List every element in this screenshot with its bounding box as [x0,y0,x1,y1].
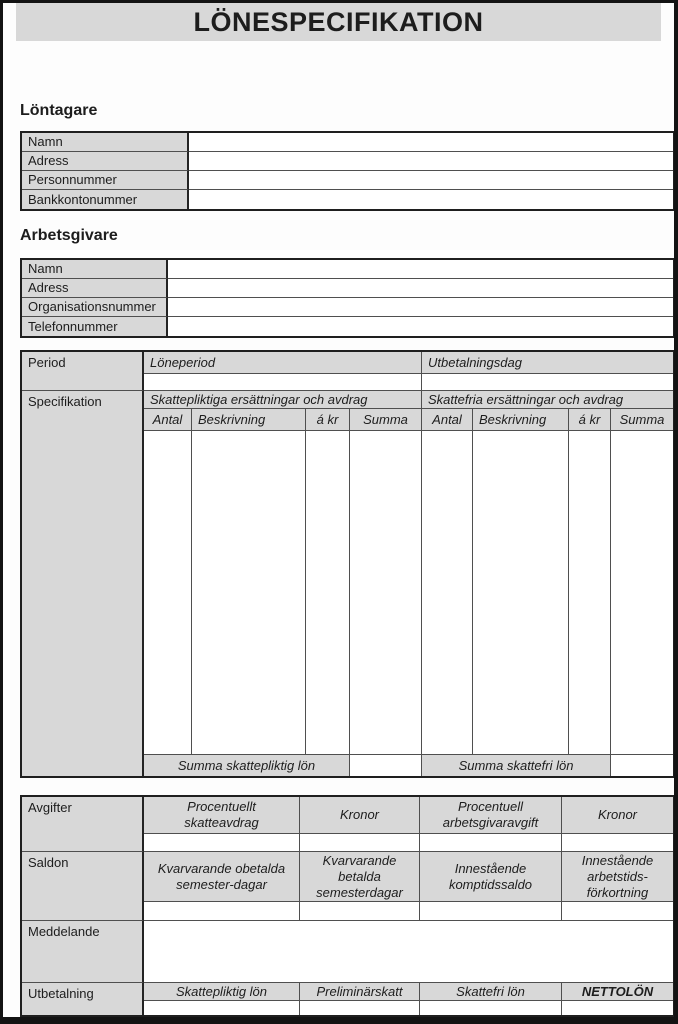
taxfree-summa-column[interactable] [611,431,673,755]
pay-period-field[interactable] [144,374,422,391]
taxfree-antal-column[interactable] [422,431,473,755]
col-header-summa: Summa [611,409,673,431]
worktime-reduction-header: Innestående arbetstids-förkortning [562,852,673,902]
employee-section-heading: Löntagare [20,102,98,119]
col-header-antal: Antal [144,409,192,431]
employer-org-number-field[interactable] [168,298,673,317]
taxable-antal-column[interactable] [144,431,192,755]
employee-personal-number-label: Personnummer [22,171,189,190]
taxfree-group-header: Skattefria ersättningar och avdrag [422,391,673,409]
employee-address-field[interactable] [189,152,673,171]
taxfree-pay-field[interactable] [420,1001,562,1015]
taxable-beskrivning-column[interactable] [192,431,306,755]
employer-section-heading: Arbetsgivare [20,227,118,244]
sum-taxable-field[interactable] [350,755,422,776]
preliminary-tax-field[interactable] [300,1001,420,1015]
employee-address-label: Adress [22,152,189,171]
taxable-pay-field[interactable] [144,1001,300,1015]
comp-time-balance-header: Innestående komptidssaldo [420,852,562,902]
taxfree-pay-header: Skattefri lön [420,983,562,1001]
employer-phone-label: Telefonnummer [22,317,168,336]
comp-time-balance-field[interactable] [420,902,562,921]
employee-bank-account-field[interactable] [189,190,673,209]
employer-table [20,258,675,338]
employer-name-field[interactable] [168,260,673,279]
worktime-reduction-field[interactable] [562,902,673,921]
col-header-beskrivning: Beskrivning [473,409,569,431]
taxable-pay-header: Skattepliktig lön [144,983,300,1001]
col-header-antal: Antal [422,409,473,431]
employer-fee-kronor-field[interactable] [562,834,673,852]
page-title: LÖNESPECIFIKATION [193,6,484,37]
employee-name-field[interactable] [189,133,673,152]
net-pay-header: NETTOLÖN [562,983,673,1001]
taxable-group-header: Skattepliktiga ersättningar och avdrag [144,391,422,409]
tax-deduction-kronor-header: Kronor [300,797,420,834]
summary-table [20,795,675,1017]
taxfree-beskrivning-column[interactable] [473,431,569,755]
col-header-summa: Summa [350,409,422,431]
tax-deduction-percent-header: Procentuellt skatteavdrag [144,797,300,834]
meddelande-label: Meddelande [22,921,144,983]
title-band [16,3,661,41]
employer-address-label: Adress [22,279,168,298]
employer-org-number-label: Organisationsnummer [22,298,168,317]
col-header-beskrivning: Beskrivning [192,409,306,431]
sum-taxfree-field[interactable] [611,755,673,776]
employee-personal-number-field[interactable] [189,171,673,190]
employer-fee-percent-header: Procentuell arbetsgivaravgift [420,797,562,834]
unpaid-vacation-days-header: Kvarvarande obetalda semester-dagar [144,852,300,902]
col-header-a-kr: á kr [569,409,611,431]
employer-fee-kronor-header: Kronor [562,797,673,834]
unpaid-vacation-days-field[interactable] [144,902,300,921]
preliminary-tax-header: Preliminärskatt [300,983,420,1001]
period-label: Period [22,352,144,391]
saldon-label: Saldon [22,852,144,921]
paid-vacation-days-header: Kvarvarande betalda semesterdagar [300,852,420,902]
taxfree-a-kr-column[interactable] [569,431,611,755]
utbetalning-label: Utbetalning [22,983,144,1015]
employer-phone-field[interactable] [168,317,673,336]
paid-vacation-days-field[interactable] [300,902,420,921]
employer-address-field[interactable] [168,279,673,298]
net-pay-field[interactable] [562,1001,673,1015]
employer-fee-percent-field[interactable] [420,834,562,852]
employee-table [20,131,675,211]
meddelande-field[interactable] [144,921,673,983]
taxable-a-kr-column[interactable] [306,431,350,755]
sum-taxable-label: Summa skattepliktig lön [144,755,350,776]
employee-name-label: Namn [22,133,189,152]
employer-name-label: Namn [22,260,168,279]
employee-bank-account-label: Bankkontonummer [22,190,189,209]
tax-deduction-kronor-field[interactable] [300,834,420,852]
sum-taxfree-label: Summa skattefri lön [422,755,611,776]
tax-deduction-percent-field[interactable] [144,834,300,852]
pay-period-header: Löneperiod [144,352,422,374]
payment-day-field[interactable] [422,374,673,391]
col-header-a-kr: á kr [306,409,350,431]
specification-table [20,350,675,778]
taxable-summa-column[interactable] [350,431,422,755]
payment-day-header: Utbetalningsdag [422,352,673,374]
specification-label: Specifikation [22,391,144,776]
avgifter-label: Avgifter [22,797,144,852]
